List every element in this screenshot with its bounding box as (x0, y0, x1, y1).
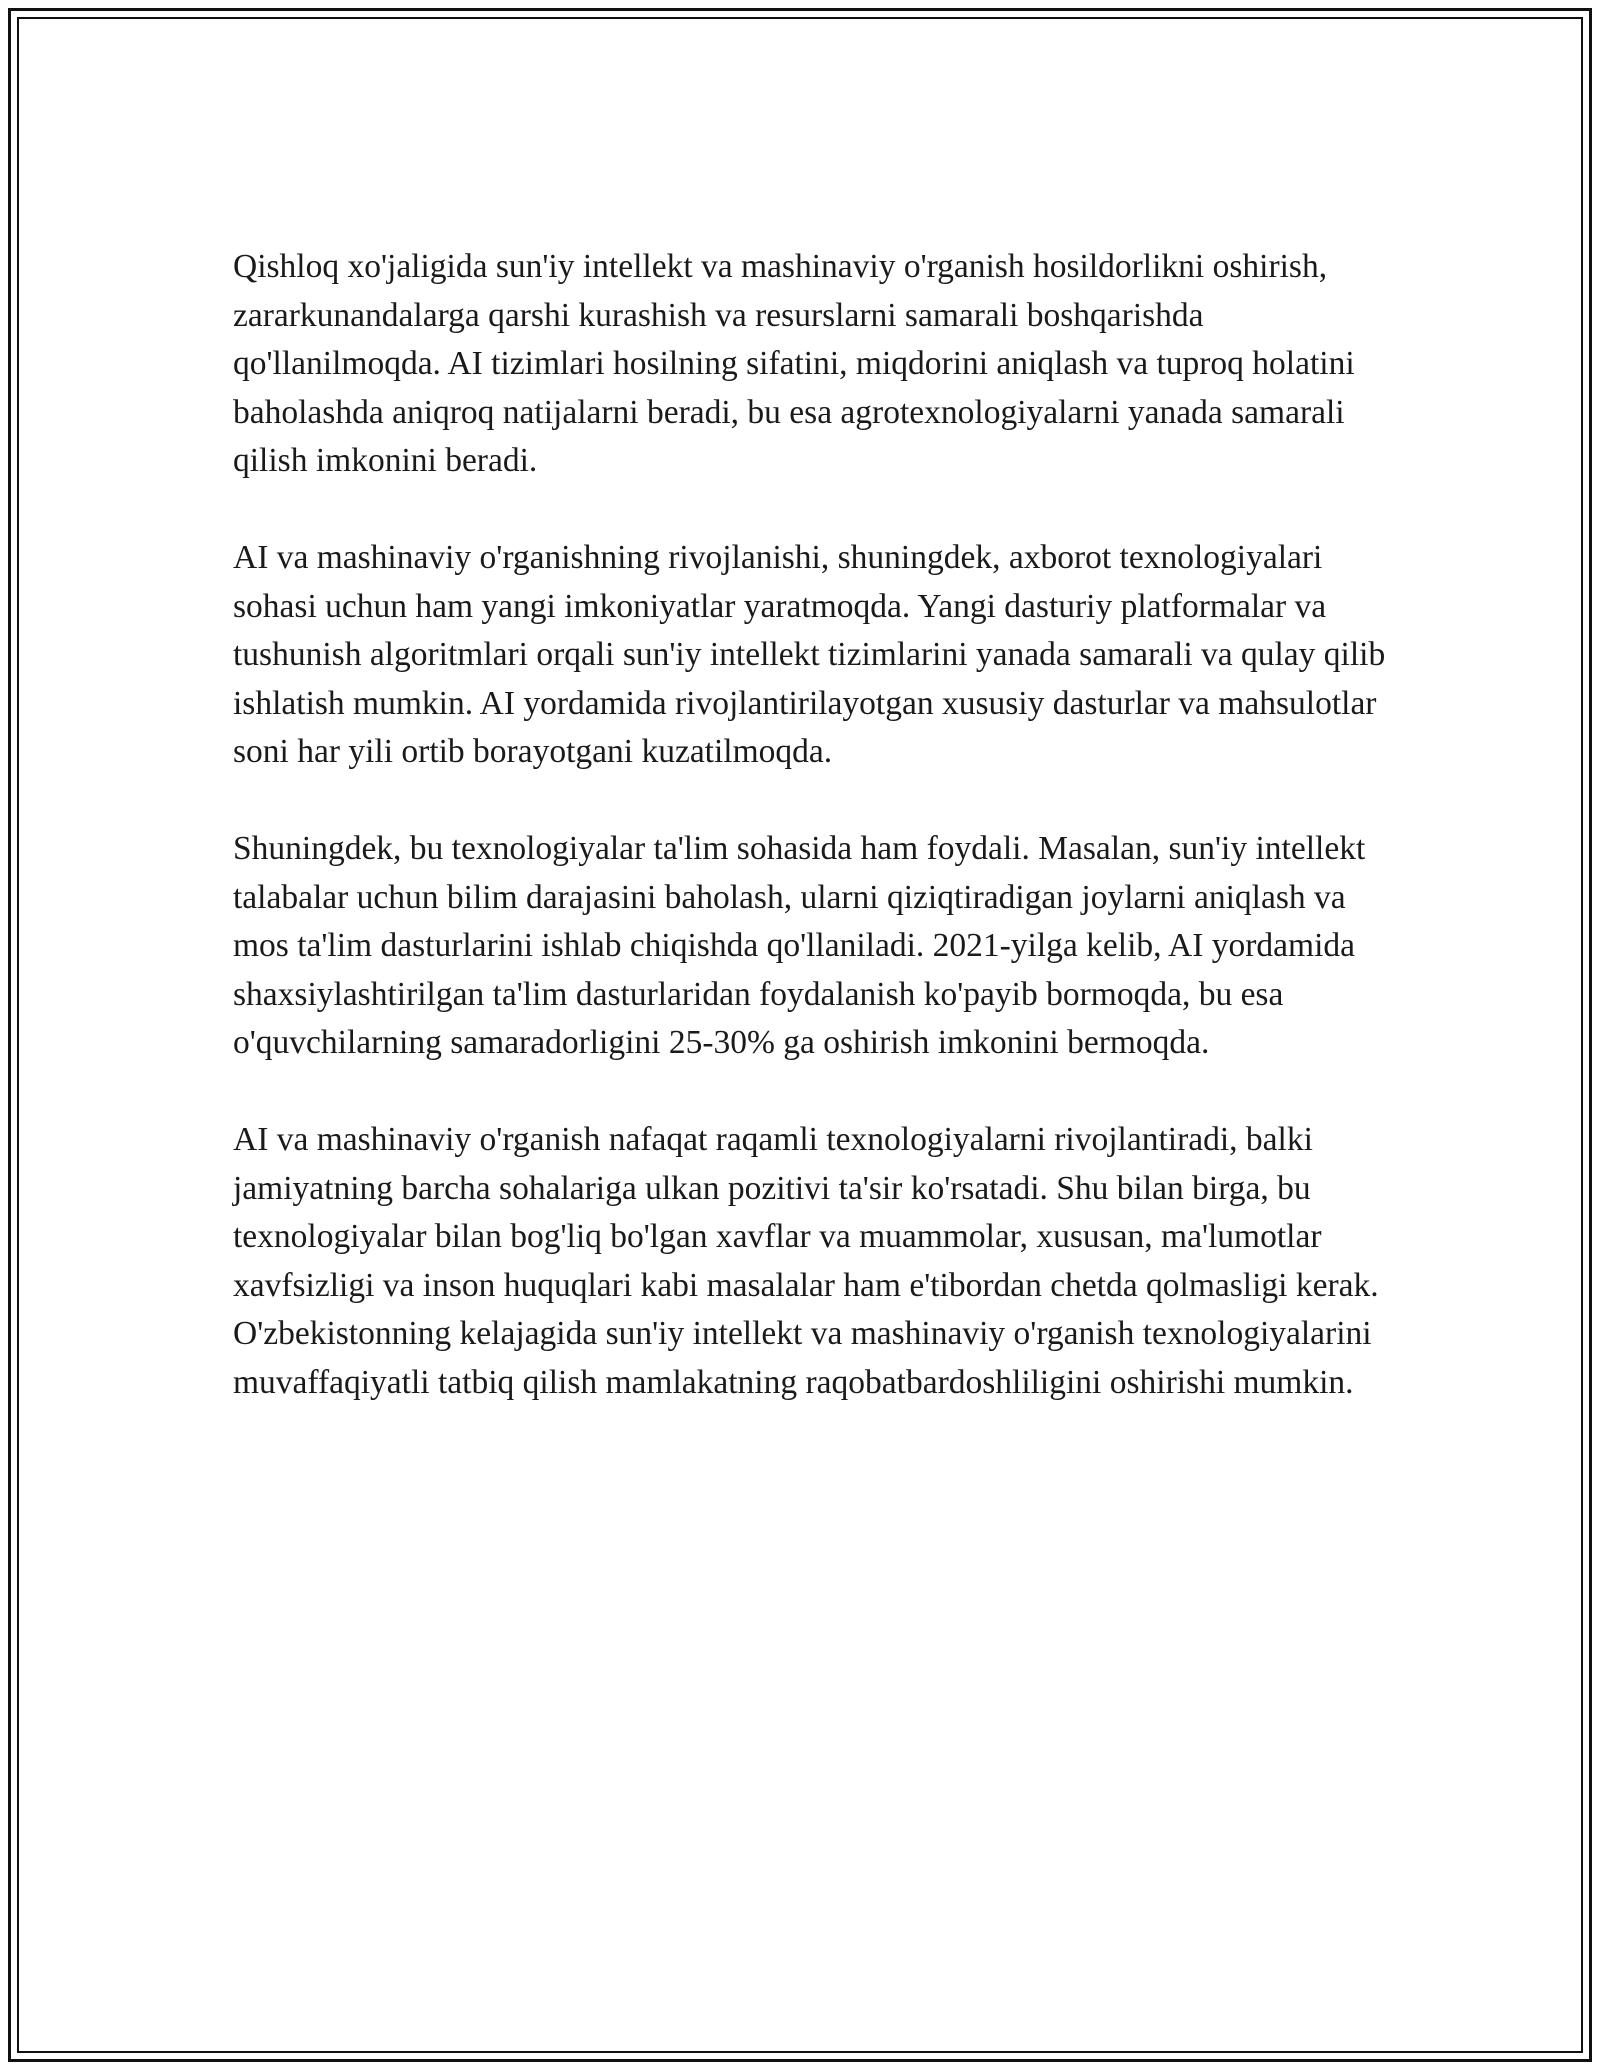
paragraph-society-impact: AI va mashinaviy o'rganish nafaqat raqamli texnologiyalarni rivojlantiradi, balki jamiyatning barcha sohalariga ulkan pozitivi ta'sir ko'rsatadi. Shu bilan birga, bu texnologiyalar bilan bog'liq bo'lgan xavflar va muammolar, xususan, ma'lumotlar xavfsizligi va inson huquqlari kabi masalalar ham e'tibordan chetda qolmasligi kerak. O'zbekistonning kelajagida sun'iy intellekt va mashinaviy o'rganish texnologiyalarini muvaffaqiyatli tatbiq qilish mamlakatning raqobatbardoshliligini oshirishi mumkin. (233, 1121, 1379, 1401)
page-border-outer (8, 8, 1592, 2062)
paragraph-agriculture: Qishloq xo'jaligida sun'iy intellekt va mashinaviy o'rganish hosildorlikni oshirish, zararkunandalarga qarshi kurashish va resurslarni samarali boshqarishda qo'llanilmoqda. AI tizimlari hosilning sifatini, miqdorini aniqlash va tuproq holatini baholashda aniqroq natijalarni beradi, bu esa agrotexnologiyalarni yanada samarali qilish imkonini beradi. (233, 248, 1355, 479)
paragraph-it-opportunities: AI va mashinaviy o'rganishning rivojlanishi, shuningdek, axborot texnologiyalari sohasi uchun ham yangi imkoniyatlar yaratmoqda. Yangi dasturiy platformalar va tushunish algoritmlari orqali sun'iy intellekt tizimlarini yanada samarali va qulay qilib ishlatish mumkin. AI yordamida rivojlantirilayotgan xususiy dasturlar va mahsulotlar soni har yili ortib borayotgani kuzatilmoqda. (233, 539, 1386, 770)
document-body (233, 243, 1393, 1407)
paragraph-education: Shuningdek, bu texnologiyalar ta'lim sohasida ham foydali. Masalan, sun'iy intellekt talabalar uchun bilim darajasini baholash, ularni qiziqtiradigan joylarni aniqlash va mos ta'lim dasturlarini ishlab chiqishda qo'llaniladi. 2021-yilga kelib, AI yordamida shaxsiylashtirilgan ta'lim dasturlaridan foydalanish ko'payib bormoqda, bu esa o'quvchilarning samaradorligini 25-30% ga oshirish imkonini bermoqda. (233, 830, 1366, 1061)
